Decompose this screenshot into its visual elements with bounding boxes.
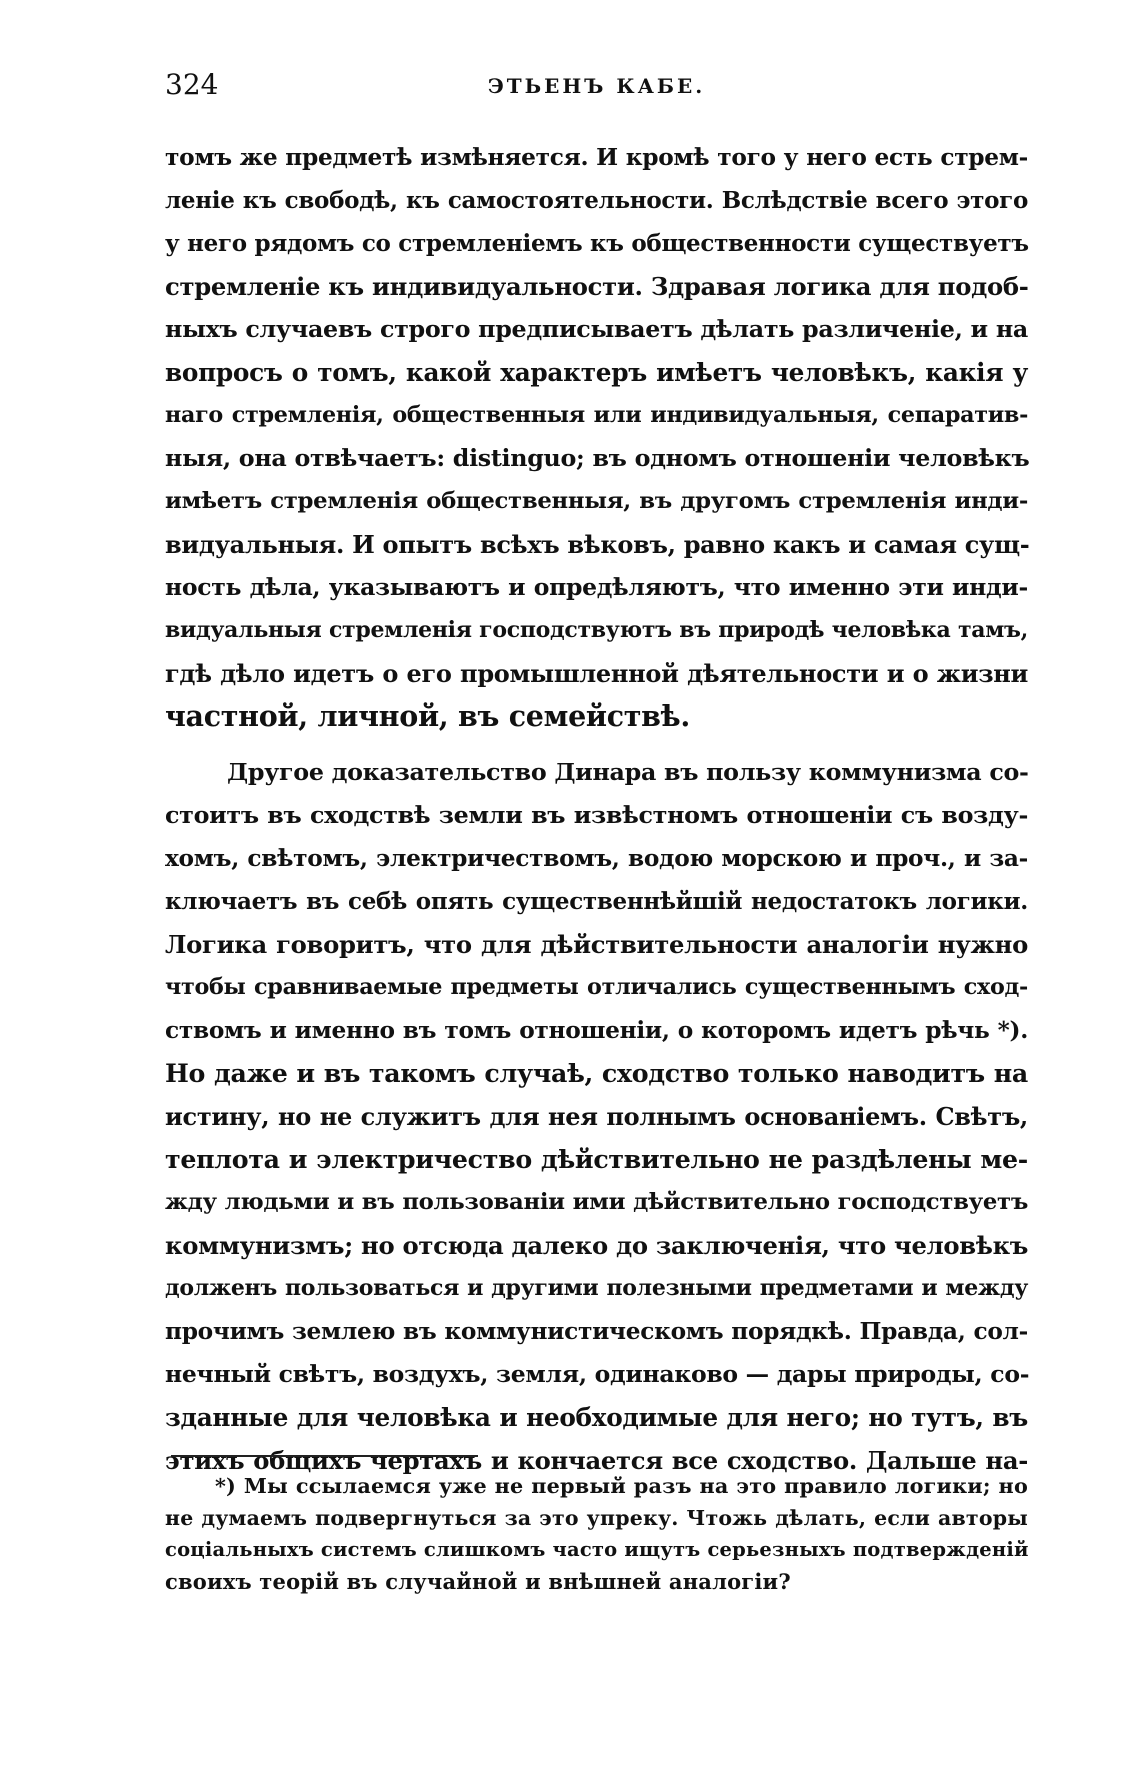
text-line: жду людьми и въ пользованіи ими дѣйствительно господствуетъ <box>165 1189 1028 1215</box>
footnote <box>165 1470 1028 1598</box>
text-line: зданные для человѣка и необходимые для него; но тутъ, въ <box>165 1403 1028 1432</box>
text-line: теплота и электричество дѣйствительно не раздѣлены ме- <box>165 1144 1028 1174</box>
text-line: видуальныя стремленія господствуютъ въ природѣ человѣка тамъ, <box>165 617 1028 643</box>
paragraph-1 <box>165 136 1028 738</box>
paragraph-2 <box>165 751 1028 1482</box>
text-line: прочимъ землею въ коммунистическомъ порядкѣ. Правда, сол- <box>165 1318 1028 1345</box>
text-line: Но даже и въ такомъ случаѣ, сходство только наводитъ на <box>165 1058 1028 1088</box>
page-number: 324 <box>165 68 219 101</box>
text-line: коммунизмъ; но отсюда далеко до заключенія, что человѣкъ <box>165 1231 1029 1260</box>
text-line: Другое доказательство Динара въ пользу коммунизма со- <box>227 758 1029 786</box>
text-line: ность дѣла, указываютъ и опредѣляютъ, что именно эти инди- <box>165 573 1028 601</box>
footnote-line: не думаемъ подвергнуться за это упреку. Чтожь дѣлать, если авторы <box>165 1506 1028 1530</box>
text-line: ныхъ случаевъ строго предписываетъ дѣлать различеніе, и на <box>165 315 1028 343</box>
text-line: этихъ общихъ чертахъ и кончается все сходство. Дальше на- <box>165 1446 1028 1475</box>
footnote-line: *) Мы ссылаемся уже не первый разъ на это правило логики; но <box>215 1474 1028 1498</box>
text-line: нечный свѣтъ, воздухъ, земля, одинаково — дары природы, со- <box>165 1360 1030 1388</box>
footnote-line: соціальныхъ системъ слишкомъ часто ищутъ серьезныхъ подтвержденій <box>165 1538 1029 1561</box>
text-line: ствомъ и именно въ томъ отношеніи, о которомъ идетъ рѣчь *). <box>165 1017 1028 1044</box>
text-line: леніе къ свободѣ, къ самостоятельности. Вслѣдствіе всего этого <box>165 187 1028 214</box>
text-line: вопросъ о томъ, какой характеръ имѣетъ человѣкъ, какія у <box>165 358 1028 387</box>
text-line: стремленіе къ индивидуальности. Здравая логика для подоб- <box>165 272 1029 301</box>
text-line: имѣетъ стремленія общественныя, въ другомъ стремленія инди- <box>165 488 1028 514</box>
main-text <box>165 136 1028 1482</box>
text-line: стоитъ въ сходствѣ земли въ извѣстномъ отношеніи съ возду- <box>165 801 1028 829</box>
page-header <box>165 68 1028 112</box>
text-line: видуальныя. И опытъ всѣхъ вѣковъ, равно какъ и самая сущ- <box>165 530 1030 559</box>
text-line: ныя, она отвѣчаетъ: distinguo; въ одномъ отношеніи человѣкъ <box>165 444 1030 472</box>
text-line: ключаетъ въ себѣ опять существеннѣйшій недостатокъ логики. <box>165 888 1028 915</box>
text-line: чтобы сравниваемые предметы отличались существеннымъ сход- <box>165 974 1028 1000</box>
text-line: частной, личной, въ семействѣ. <box>165 699 691 733</box>
running-title: ЭТЬЕНЪ КАБЕ. <box>487 74 706 98</box>
footnote-divider <box>171 1455 478 1457</box>
text-line: хомъ, свѣтомъ, электричествомъ, водою морскою и проч., и за- <box>165 845 1028 872</box>
text-line: Логика говоритъ, что для дѣйствительности аналогіи нужно <box>165 930 1028 959</box>
text-line: долженъ пользоваться и другими полезными предметами и между <box>165 1275 1028 1301</box>
text-line: наго стремленія, общественныя или индивидуальныя, сепаратив- <box>165 402 1028 428</box>
text-line: томъ же предметѣ измѣняется. И кромѣ того у него есть стрем- <box>165 144 1028 171</box>
text-line: у него рядомъ со стремленіемъ къ общественности существуетъ <box>165 230 1029 257</box>
footnote-line: своихъ теорій въ случайной и внѣшней аналогіи? <box>165 1569 791 1594</box>
text-line: истину, но не служитъ для нея полнымъ основаніемъ. Свѣтъ, <box>165 1102 1028 1131</box>
text-line: гдѣ дѣло идетъ о его промышленной дѣятельности и о жизни <box>165 659 1028 688</box>
